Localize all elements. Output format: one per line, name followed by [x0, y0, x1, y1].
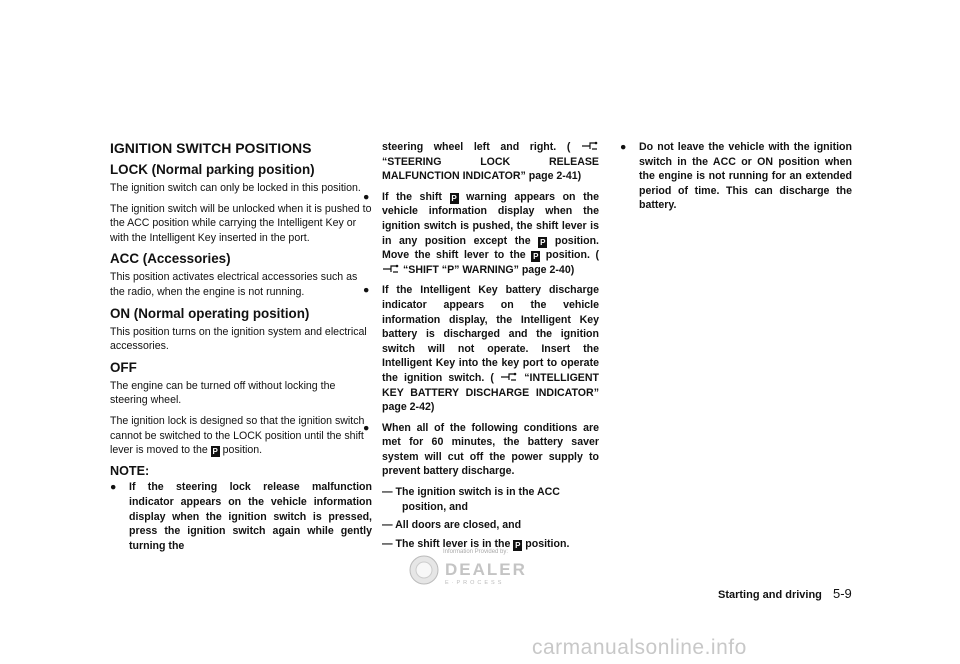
off-paragraph-2-text: The ignition lock is designed so that the ignition switch cannot be switched to the LOCK position until the shift lever is moved to the [110, 414, 365, 457]
park-p-icon: P [540, 237, 546, 247]
bullet-icon: ● [110, 481, 117, 494]
acc-paragraph: This position activates electrical accessories such as the radio, when the engine is not running. [110, 271, 358, 298]
bullet-icon: ● [620, 141, 627, 153]
note-bullet-1-text: If the steering lock release malfunction indicator appears on the vehicle information display when the ignition switch is pressed, press the ignition switch again while gently turning the [129, 481, 372, 552]
condition-3-end: position. [525, 537, 570, 550]
condition-2: — All doors are closed, and [382, 519, 522, 532]
bullet-icon: ● [363, 190, 370, 203]
page-footer [718, 586, 852, 601]
park-p-icon: P [212, 447, 218, 457]
condition-1-text: — The ignition switch is in the ACC [382, 486, 560, 499]
continued-text: steering wheel left and right. ( [382, 141, 571, 153]
off-paragraph-2-end: position. [222, 444, 263, 457]
note-heading: NOTE: [110, 463, 150, 478]
key-battery-text: If the Intelligent Key battery discharge indicator appears on the vehicle information display, the Intelligent Key battery is discharged and the ignition switch will not operate. Insert the Intelligent Key into the key port to operate the ignition switch. ( [382, 284, 599, 384]
acc-heading: ACC (Accessories) [110, 251, 231, 267]
condition-1-end: position, and [402, 500, 468, 513]
page-number: 5-9 [832, 586, 852, 601]
steering-lock-reference: “STEERING LOCK RELEASE MALFUNCTION INDICATOR” page 2-41) [382, 155, 599, 183]
park-p-icon: P [451, 193, 457, 203]
page-reference-icon [500, 372, 518, 382]
column-3 [620, 140, 852, 219]
lock-paragraph-2: The ignition switch will be unlocked when it is pushed to the ACC position while carrying the Intelligent Key or with the Intelligent Key inserted in the port. [110, 202, 372, 244]
shift-warning-text-a: If the shift [382, 190, 442, 203]
shift-warning-text-c: position. Move the shift lever to the [382, 234, 599, 262]
on-heading: ON (Normal operating position) [110, 305, 310, 321]
lock-paragraph-1: The ignition switch can only be locked in this position. [110, 182, 361, 194]
note-bullet-3-text [382, 283, 599, 414]
site-watermark: carmanualsonline.info [532, 636, 747, 659]
dealer-watermark [407, 549, 542, 587]
note-bullet-1-continued [382, 140, 599, 184]
off-paragraph-1: The engine can be turned off without locking the steering wheel. [110, 379, 336, 407]
note-bullet-4 [363, 421, 599, 479]
section-title: IGNITION SWITCH POSITIONS [110, 140, 312, 156]
on-paragraph: This position turns on the ignition system and electrical accessories. [110, 325, 367, 353]
bullet-icon: ● [363, 421, 370, 434]
note-bullet-2-text [382, 190, 599, 278]
footer-section-title: Starting and driving [718, 589, 822, 601]
column-1 [110, 140, 372, 559]
column-2 [363, 140, 599, 555]
page-reference-icon [581, 141, 599, 151]
park-p-icon: P [533, 252, 539, 262]
lock-heading: LOCK (Normal parking position) [110, 162, 315, 177]
watermark-brand: DEALER [445, 560, 527, 579]
note-bullet-5-text: Do not leave the vehicle with the ignition switch in the ACC or ON position when the engine is not running for an extended period of time. This can discharge the battery. [639, 141, 852, 212]
watermark-sub: E·PROCESS [445, 580, 505, 586]
off-heading: OFF [110, 359, 137, 375]
park-p-icon: P [515, 540, 521, 550]
condition-3-text: — The shift lever is in the [382, 537, 511, 550]
note-bullet-1 [110, 480, 372, 553]
key-battery-reference: “INTELLIGENT KEY BATTERY DISCHARGE INDICATOR” page 2-42) [382, 371, 599, 414]
note-bullet-5 [620, 140, 852, 213]
watermark-caption: Information Provided by: [443, 549, 509, 555]
shift-warning-reference: “SHIFT “P” WARNING” page 2-40) [402, 263, 575, 276]
off-paragraph-2 [110, 414, 372, 458]
page-reference-icon [382, 264, 400, 274]
bullet-icon: ● [363, 284, 370, 297]
note-bullet-3 [363, 283, 599, 414]
shift-warning-text-b: warning appears on the vehicle information display when the ignition switch is pushed, the shift lever is in any position except the [382, 190, 600, 247]
shift-warning-text-d: position. ( [545, 249, 599, 262]
note-bullet-4-text: When all of the following conditions are met for 60 minutes, the battery saver system will cut off the power supply to prevent battery discharge. [382, 421, 599, 478]
note-bullet-2 [363, 190, 599, 278]
condition-1 [382, 485, 599, 514]
